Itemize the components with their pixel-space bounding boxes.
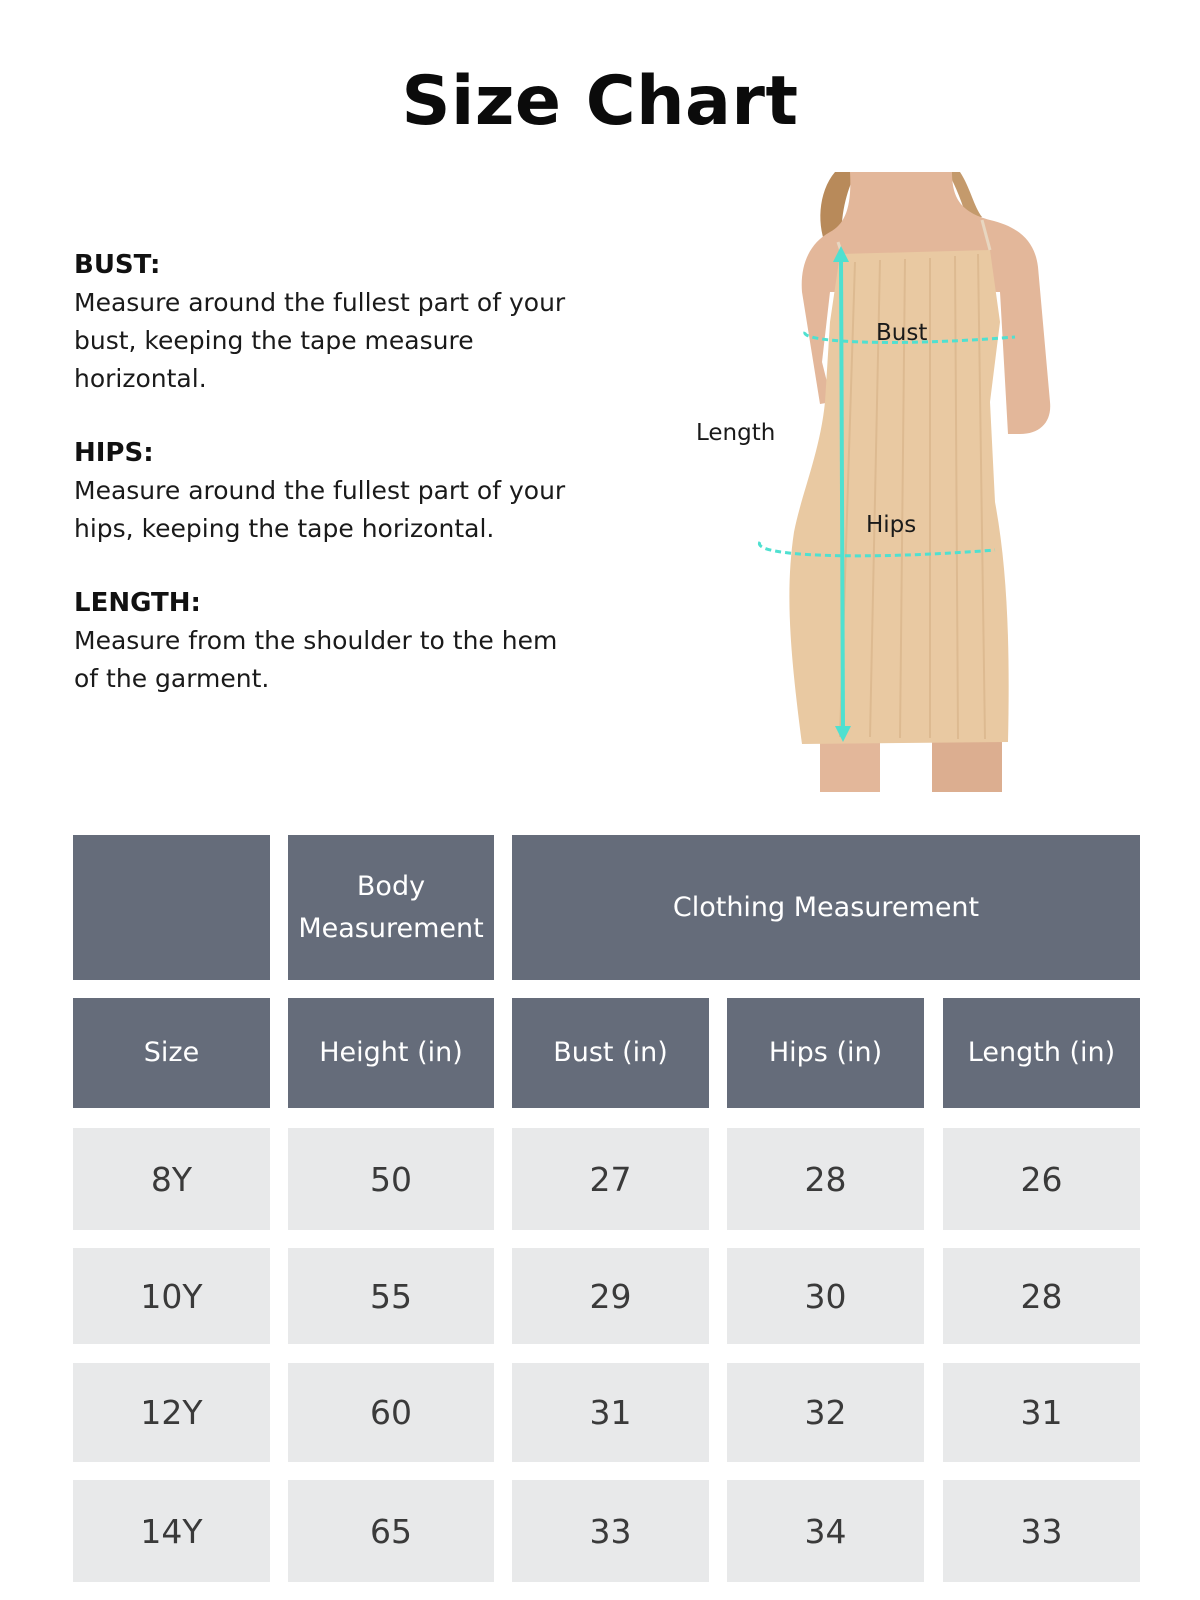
table-cell-bust: 29 — [512, 1248, 709, 1344]
table-cell-length: 33 — [943, 1480, 1140, 1582]
table-cell-hips: 28 — [727, 1128, 924, 1230]
guide-bust — [74, 246, 594, 398]
guide-length-text: Measure from the shoulder to the hem of the garment. — [74, 626, 558, 693]
hips-label: Hips — [866, 512, 917, 538]
header-blank — [73, 835, 270, 980]
measurement-guide — [74, 246, 594, 734]
right-leg — [932, 740, 1002, 792]
table-cell-length: 26 — [943, 1128, 1140, 1230]
table-cell-bust: 27 — [512, 1128, 709, 1230]
table-cell-height: 65 — [288, 1480, 494, 1582]
left-leg — [820, 740, 880, 792]
table-cell-hips: 34 — [727, 1480, 924, 1582]
column-header-hips: Hips (in) — [727, 998, 924, 1108]
table-cell-hips: 32 — [727, 1363, 924, 1462]
guide-length-label: LENGTH: — [74, 588, 201, 618]
table-cell-length: 28 — [943, 1248, 1140, 1344]
table-cell-bust: 33 — [512, 1480, 709, 1582]
table-cell-size: 14Y — [73, 1480, 270, 1582]
guide-length — [74, 584, 594, 698]
guide-hips — [74, 434, 594, 548]
guide-bust-label: BUST: — [74, 250, 161, 280]
page-title: Size Chart — [401, 62, 799, 141]
table-cell-hips: 30 — [727, 1248, 924, 1344]
model-figure — [690, 172, 1090, 812]
header-body-measurement: Body Measurement — [288, 835, 494, 980]
column-header-height: Height (in) — [288, 998, 494, 1108]
table-cell-size: 12Y — [73, 1363, 270, 1462]
table-cell-size: 8Y — [73, 1128, 270, 1230]
table-cell-length: 31 — [943, 1363, 1140, 1462]
length-label: Length — [696, 420, 776, 446]
header-clothing-measurement: Clothing Measurement — [512, 835, 1140, 980]
guide-bust-text: Measure around the fullest part of your bust, keeping the tape measure horizontal. — [74, 288, 566, 393]
table-cell-height: 60 — [288, 1363, 494, 1462]
table-cell-size: 10Y — [73, 1248, 270, 1344]
table-cell-height: 55 — [288, 1248, 494, 1344]
column-header-bust: Bust (in) — [512, 998, 709, 1108]
column-header-length: Length (in) — [943, 998, 1140, 1108]
guide-hips-text: Measure around the fullest part of your hips, keeping the tape horizontal. — [74, 476, 566, 543]
length-arrow-line — [841, 258, 843, 730]
dress-illustration — [690, 172, 1090, 812]
table-cell-height: 50 — [288, 1128, 494, 1230]
table-cell-bust: 31 — [512, 1363, 709, 1462]
bust-label: Bust — [876, 320, 928, 346]
guide-hips-label: HIPS: — [74, 438, 154, 468]
column-header-size: Size — [73, 998, 270, 1108]
